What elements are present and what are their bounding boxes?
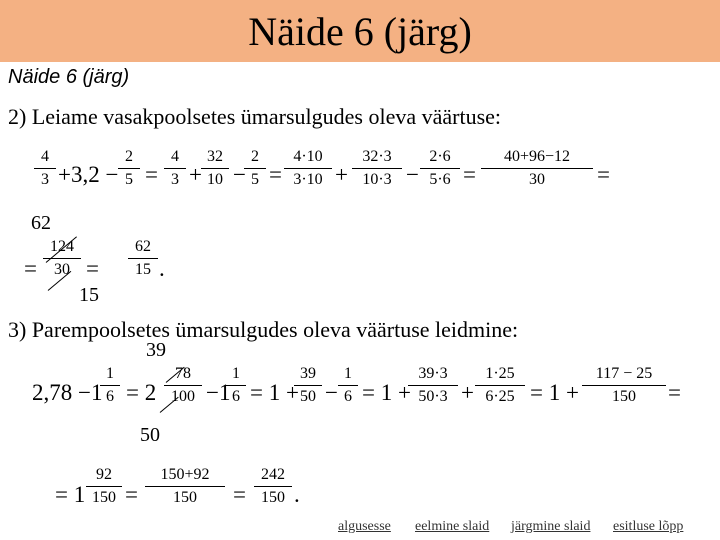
mixed-number: 2,78 −1 [32,380,103,405]
equals: = 1 + [250,380,299,405]
fraction: 4 3 [164,148,186,189]
fraction: 2 5 [244,148,266,189]
equals: = [145,162,158,187]
operator: − [406,162,419,187]
operator: + [461,380,474,405]
operator: −1 [206,380,231,405]
fraction: 2 5 [118,148,140,189]
fraction: 150+92 150 [145,466,225,507]
fraction: 1·25 6·25 [475,365,525,406]
fraction: 1 6 [226,365,246,406]
fraction: 124 30 [43,238,81,279]
reduced-denominator: 50 [140,424,160,446]
period: . [159,256,165,281]
equals: = 1 + [530,380,579,405]
reduced-numerator: 39 [146,339,166,361]
operator: − [325,380,338,405]
fraction: 78 100 [164,365,202,406]
reduced-denominator: 15 [79,284,99,306]
fraction: 92 150 [86,466,122,507]
equals: = 2 [126,380,157,405]
operator: + [335,162,348,187]
fraction: 40+96−12 30 [481,148,593,189]
equals: = [269,162,282,187]
fraction: 242 150 [254,466,292,507]
operator: + [189,162,202,187]
step3-text: 3) Parempoolsetes ümarsulgudes oleva väärtuse leidmine: [8,317,519,342]
period: . [294,482,300,507]
fraction: 4 3 [34,148,56,189]
nav-end-link[interactable]: esitluse lõpp [613,519,684,534]
equals: = 1 + [362,380,411,405]
operator: − [233,162,246,187]
fraction: 2·6 5·6 [420,148,460,189]
step2-text: 2) Leiame vasakpoolsetes ümarsulgudes oleva väärtuse: [8,104,502,129]
fraction: 32·3 10·3 [352,148,402,189]
equals: = [86,256,99,281]
nav-home-link[interactable]: algusesse [338,519,391,534]
slide-title: Näide 6 (järg) [248,9,472,54]
subtitle: Näide 6 (järg) [8,66,130,88]
mixed-number: = 1 [55,482,86,507]
nav-prev-link[interactable]: eelmine slaid [415,519,490,534]
reduced-numerator: 62 [31,212,51,234]
equals: = [597,162,610,187]
equals: = [125,482,138,507]
operator: +3,2 − [58,162,119,187]
fraction: 39 50 [294,365,322,406]
title-bar [0,0,720,62]
fraction: 4·10 3·10 [284,148,332,189]
equals: = [463,162,476,187]
fraction: 1 6 [100,365,120,406]
fraction: 32 10 [201,148,229,189]
fraction: 39·3 50·3 [408,365,458,406]
fraction: 62 15 [128,238,158,279]
nav-next-link[interactable]: järgmine slaid [511,519,591,534]
fraction: 117 − 25 150 [582,365,666,406]
equals: = [24,256,37,281]
fraction: 1 6 [338,365,358,406]
equals: = [668,380,681,405]
equals: = [233,482,246,507]
